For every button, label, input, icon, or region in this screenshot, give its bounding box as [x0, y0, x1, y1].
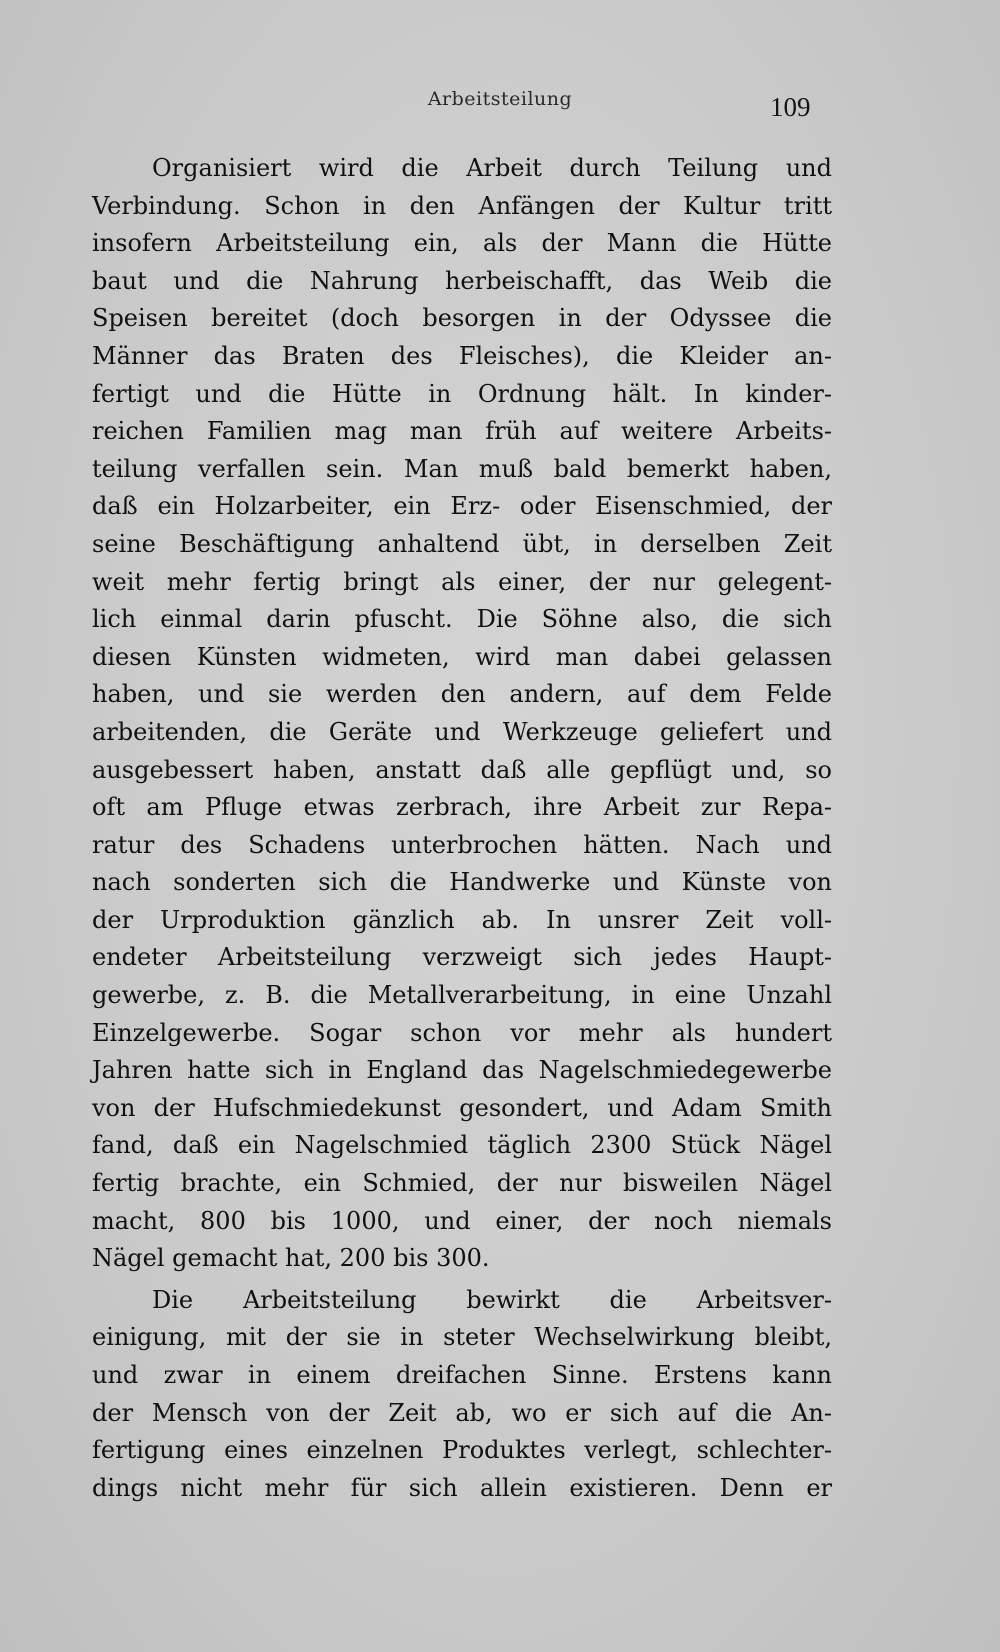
text-line: ratur des Schadens unterbrochen hätten. Nach und — [92, 830, 832, 859]
text-line: Organisiert wird die Arbeit durch Teilung und — [152, 154, 832, 182]
text-line: Einzelgewerbe. Sogar schon vor mehr als hundert — [92, 1018, 832, 1047]
text-line: endeter Arbeitsteilung verzweigt sich jedes Haupt- — [92, 943, 832, 972]
text-line: von der Hufschmiedekunst gesondert, und Adam Smith — [92, 1093, 832, 1122]
text-line: Speisen bereitet (doch besorgen in der Odyssee die — [92, 304, 832, 333]
text-line: dings nicht mehr für sich allein existieren. Denn er — [92, 1473, 832, 1502]
text-line: oft am Pfluge etwas zerbrach, ihre Arbeit zur Repa- — [92, 793, 832, 822]
paragraph-2 — [92, 1282, 832, 1508]
text-line: arbeitenden, die Geräte und Werkzeuge geliefert und — [92, 717, 832, 746]
text-line: fertig brachte, ein Schmied, der nur bisweilen Nägel — [92, 1169, 832, 1198]
body-text — [92, 150, 832, 1507]
text-line: insofern Arbeitsteilung ein, als der Mann die Hütte — [92, 229, 832, 258]
page-number: 109 — [770, 92, 811, 122]
text-line: fertigung eines einzelnen Produktes verlegt, schlechter- — [92, 1436, 832, 1465]
text-line: lich einmal darin pfuscht. Die Söhne also, die sich — [92, 605, 832, 634]
text-line: nach sonderten sich die Handwerke und Künste von — [92, 868, 832, 897]
text-line: baut und die Nahrung herbeischafft, das Weib die — [92, 266, 832, 295]
text-line: Männer das Braten des Fleisches), die Kleider an- — [92, 341, 832, 370]
text-line: seine Beschäftigung anhaltend übt, in derselben Zeit — [92, 529, 832, 558]
text-line: der Urproduktion gänzlich ab. In unsrer Zeit voll- — [92, 905, 832, 934]
text-line: diesen Künsten widmeten, wird man dabei gelassen — [92, 642, 832, 671]
text-line: der Mensch von der Zeit ab, wo er sich auf die An- — [92, 1398, 832, 1427]
text-line: Nägel gemacht hat, 200 bis 300. — [92, 1244, 490, 1273]
text-line: macht, 800 bis 1000, und einer, der noch niemals — [92, 1206, 832, 1235]
text-line: gewerbe, z. B. die Metallverarbeitung, in eine Unzahl — [92, 981, 832, 1010]
text-line: ausgebessert haben, anstatt daß alle gepflügt und, so — [92, 755, 832, 784]
text-line: Verbindung. Schon in den Anfängen der Kultur tritt — [92, 191, 832, 220]
text-line: fertigt und die Hütte in Ordnung hält. In kinder- — [92, 379, 832, 408]
running-head: Arbeitsteilung — [427, 88, 573, 110]
text-line: einigung, mit der sie in steter Wechselwirkung bleibt, — [92, 1323, 832, 1352]
text-line: haben, und sie werden den andern, auf dem Felde — [92, 680, 832, 709]
text-line: reichen Familien mag man früh auf weitere Arbeits- — [92, 417, 832, 446]
text-line: daß ein Holzarbeiter, ein Erz- oder Eisenschmied, der — [92, 492, 832, 521]
text-line: weit mehr fertig bringt als einer, der nur gelegent- — [92, 567, 832, 596]
paragraph-1 — [92, 150, 832, 1278]
text-line: und zwar in einem dreifachen Sinne. Erstens kann — [92, 1361, 832, 1389]
text-line: fand, daß ein Nagelschmied täglich 2300 Stück Nägel — [92, 1131, 832, 1160]
text-line: Die Arbeitsteilung bewirkt die Arbeitsver- — [152, 1285, 832, 1314]
text-line: teilung verfallen sein. Man muß bald bemerkt haben, — [92, 454, 832, 483]
text-line: Jahren hatte sich in England das Nagelschmiedegewerbe — [92, 1056, 832, 1085]
